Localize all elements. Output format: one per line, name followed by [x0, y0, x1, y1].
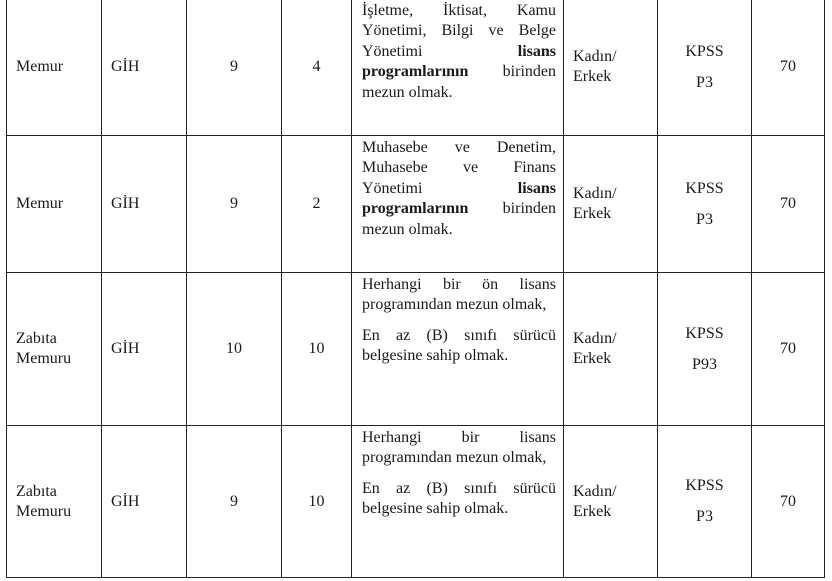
- requirement-text: Muhasebe ve Denetim, Muhasebe ve Finans Yönetimi lisans programlarının birinden mezun olmak.: [362, 139, 556, 238]
- table-row: [7, 136, 825, 273]
- score-type: P3: [696, 73, 713, 91]
- table-row: [7, 273, 825, 426]
- gender-cell: Kadın/ Erkek: [564, 0, 658, 136]
- table-row: [7, 426, 825, 578]
- requirement-bold-text: lisans programlarının: [362, 179, 556, 218]
- position-title-cell: Zabıta Memuru: [7, 426, 102, 578]
- requirement-text: İşletme, İktisat, Kamu Yönetimi, Bilgi ve Belge Yönetimi lisans programlarının birinden mezun olmak.: [362, 2, 556, 101]
- class-cell: GİH: [102, 273, 187, 426]
- min-score-cell: 70: [752, 273, 825, 426]
- exam-cell: [658, 0, 752, 136]
- score-type: P3: [696, 508, 713, 525]
- grade-cell: 9: [187, 0, 282, 136]
- count-cell: 10: [282, 426, 352, 578]
- exam-name: KPSS: [685, 324, 724, 342]
- class-cell: GİH: [102, 136, 187, 273]
- class-cell: GİH: [102, 0, 187, 136]
- table-row: [7, 0, 825, 136]
- grade-cell: 10: [187, 273, 282, 426]
- position-title-cell: Memur: [7, 0, 102, 136]
- requirement-text: En az (B) sınıfı sürücü belgesine sahip olmak.: [362, 326, 556, 365]
- exam-name: KPSS: [685, 477, 724, 494]
- count-cell: 10: [282, 273, 352, 426]
- requirement-text: En az (B) sınıfı sürücü belgesine sahip olmak.: [362, 479, 556, 518]
- exam-cell: [658, 136, 752, 273]
- gender-cell: Kadın/ Erkek: [564, 273, 658, 426]
- min-score-cell: 70: [752, 0, 825, 136]
- gender-cell: Kadın/ Erkek: [564, 136, 658, 273]
- class-cell: GİH: [102, 426, 187, 578]
- requirements-cell: [352, 273, 564, 426]
- exam-name: KPSS: [685, 179, 724, 197]
- min-score-cell: 70: [752, 426, 825, 578]
- exam-cell: [658, 426, 752, 578]
- exam-cell: [658, 273, 752, 426]
- count-cell: 4: [282, 0, 352, 136]
- score-type: P93: [692, 355, 717, 373]
- position-title-cell: Zabıta Memuru: [7, 273, 102, 426]
- requirement-text: Herhangi bir lisans programından mezun olmak,: [362, 429, 556, 467]
- position-title-cell: Memur: [7, 136, 102, 273]
- min-score-cell: 70: [752, 136, 825, 273]
- requirement-text: Herhangi bir ön lisans programından mezun olmak,: [362, 276, 556, 314]
- exam-name: KPSS: [685, 42, 724, 60]
- count-cell: 2: [282, 136, 352, 273]
- score-type: P3: [696, 210, 713, 228]
- requirements-cell: [352, 0, 564, 136]
- grade-cell: 9: [187, 136, 282, 273]
- requirements-cell: [352, 136, 564, 273]
- requirement-bold-text: lisans programlarının: [362, 42, 556, 81]
- gender-cell: Kadın/ Erkek: [564, 426, 658, 578]
- positions-table: [6, 0, 825, 578]
- grade-cell: 9: [187, 426, 282, 578]
- requirements-cell: [352, 426, 564, 578]
